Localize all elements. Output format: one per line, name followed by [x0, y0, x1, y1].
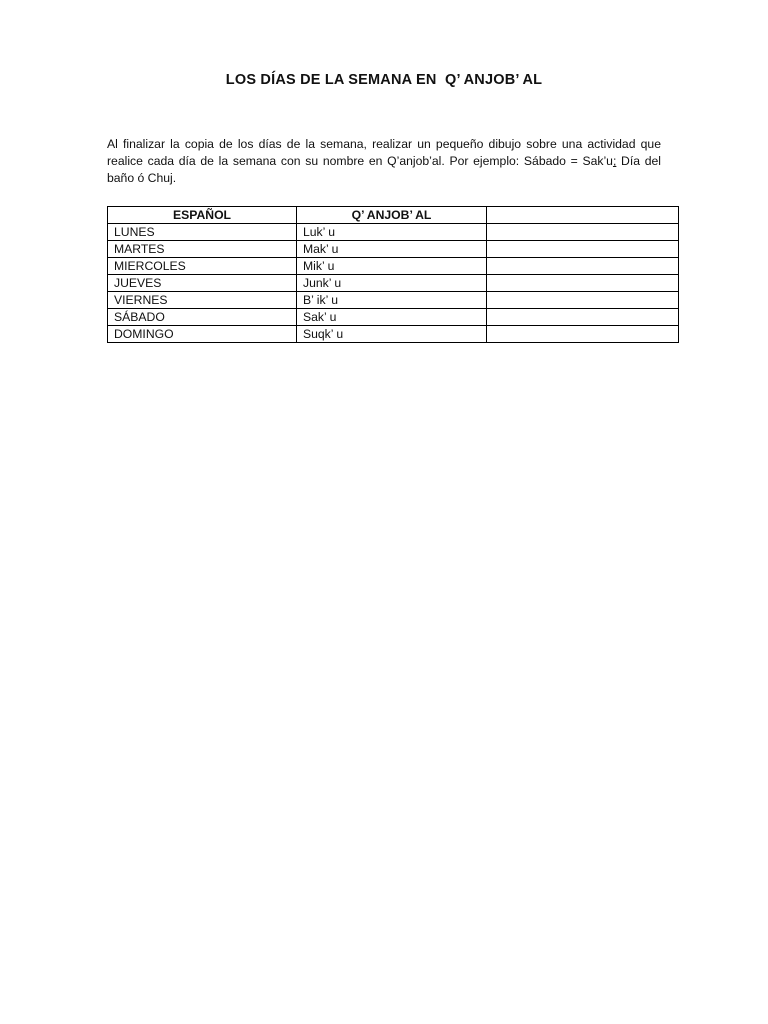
- instructions-text: Al finalizar la copia de los días de la semana, realizar un pequeño dibujo sobre una actividad que realice cada día de la semana con su nombre en Q’anjob’al. Por ejemplo:: [107, 137, 661, 169]
- table-row: [108, 224, 679, 241]
- table-row: [108, 326, 679, 343]
- cell-drawing: [487, 241, 679, 258]
- cell-qanjobal: Sak’ u: [297, 309, 487, 326]
- table-row: [108, 309, 679, 326]
- cell-drawing: [487, 224, 679, 241]
- page-title: LOS DÍAS DE LA SEMANA EN Q’ ANJOB’ AL: [225, 72, 543, 88]
- cell-qanjobal: Luk’ u: [297, 224, 487, 241]
- cell-espanol: LUNES: [108, 224, 297, 241]
- cell-espanol: JUEVES: [108, 275, 297, 292]
- table-row: [108, 241, 679, 258]
- cell-qanjobal: Mak’ u: [297, 241, 487, 258]
- cell-drawing: [487, 292, 679, 309]
- example-suffix: Día del baño ó Chuj.: [107, 154, 661, 186]
- cell-espanol: VIERNES: [108, 292, 297, 309]
- table-row: [108, 292, 679, 309]
- example-underlined-mark: ;: [612, 154, 617, 169]
- table-row: [108, 275, 679, 292]
- header-espanol: ESPAÑOL: [108, 207, 297, 224]
- cell-espanol: SÁBADO: [108, 309, 297, 326]
- days-table: [107, 206, 679, 343]
- cell-espanol: DOMINGO: [108, 326, 297, 343]
- cell-qanjobal: Mik’ u: [297, 258, 487, 275]
- cell-qanjobal: B’ ik’ u: [297, 292, 487, 309]
- table-row: [108, 258, 679, 275]
- cell-qanjobal: Junk’ u: [297, 275, 487, 292]
- cell-drawing: [487, 258, 679, 275]
- header-qanjobal: Q’ ANJOB’ AL: [297, 207, 487, 224]
- cell-qanjobal: Suqk’ u: [297, 326, 487, 343]
- cell-drawing: [487, 326, 679, 343]
- cell-drawing: [487, 275, 679, 292]
- header-drawing: [487, 207, 679, 224]
- cell-drawing: [487, 309, 679, 326]
- cell-espanol: MIERCOLES: [108, 258, 297, 275]
- instructions-paragraph: [107, 136, 661, 187]
- cell-espanol: MARTES: [108, 241, 297, 258]
- example-prefix: Sábado = Sak’u: [523, 154, 613, 169]
- table-header-row: [108, 207, 679, 224]
